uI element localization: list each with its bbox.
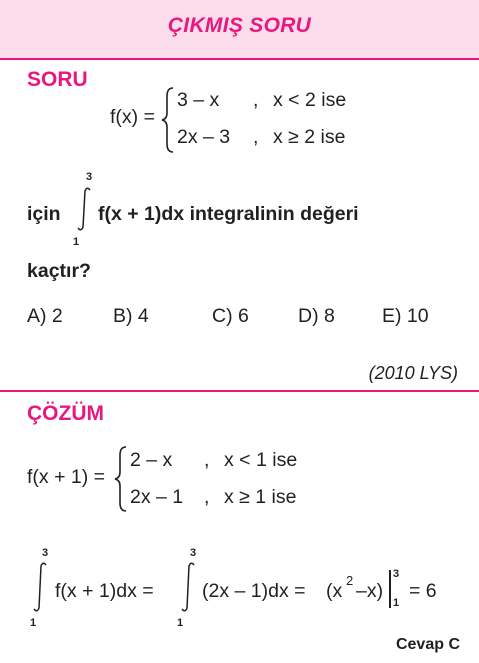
option-b [113, 305, 149, 328]
solution-case-2-sep: , [204, 486, 210, 508]
solution-case-1-sep: , [204, 449, 210, 471]
solution-int1-text: f(x + 1)dx = [55, 580, 154, 602]
solution-int2-upper: 3 [190, 547, 197, 559]
solution-eval-lower: 1 [393, 597, 400, 609]
solution-case-1-cond: x < 1 ise [224, 449, 298, 471]
integral-sign-icon [178, 561, 198, 613]
solution-func-name: f(x + 1) = [27, 466, 106, 488]
question-integral-lower: 1 [73, 236, 80, 248]
question-case-1-sep: , [253, 89, 259, 111]
solution-int2-text: (2x – 1)dx = [202, 580, 306, 602]
section-divider [0, 390, 479, 392]
solution-int1-lower: 1 [30, 617, 37, 629]
option-c [212, 305, 249, 328]
question-case-1-cond: x < 2 ise [273, 89, 347, 111]
solution-antiderivative-exponent: 2 [346, 573, 354, 588]
header-title: ÇIKMIŞ SORU [167, 14, 312, 37]
header-divider [0, 58, 479, 60]
solution-case-2-cond: x ≥ 1 ise [224, 486, 297, 508]
option-c-letter: C) [212, 305, 233, 327]
option-d-value: 8 [324, 305, 335, 327]
option-d [298, 305, 335, 328]
solution-antiderivative-open: (x [326, 580, 343, 602]
solution-case-1-expr: 2 – x [130, 449, 173, 471]
option-e-letter: E) [382, 305, 402, 327]
question-source: (2010 LYS) [368, 363, 458, 383]
answer-label: Cevap C [395, 636, 460, 653]
solution-label: ÇÖZÜM [27, 402, 104, 425]
question-case-brace [160, 86, 176, 154]
evaluation-bar [389, 570, 391, 608]
question-func-name: f(x) = [110, 106, 155, 128]
question-integral-upper: 3 [86, 171, 93, 183]
option-a [27, 305, 63, 328]
integral-sign-icon [30, 561, 50, 613]
question-case-2-cond: x ≥ 2 ise [273, 126, 346, 148]
question-case-2-sep: , [253, 126, 259, 148]
question-end: kaçtır? [27, 260, 91, 282]
option-c-value: 6 [238, 305, 249, 327]
solution-eval-upper: 3 [393, 568, 400, 580]
question-prefix: için [27, 203, 61, 225]
question-case-1-expr: 3 – x [177, 89, 220, 111]
option-e-value: 10 [406, 305, 429, 327]
option-a-letter: A) [27, 305, 47, 327]
integral-sign-icon [74, 186, 94, 232]
option-b-letter: B) [113, 305, 133, 327]
option-d-letter: D) [298, 305, 319, 327]
solution-case-brace [113, 445, 129, 513]
option-e [382, 305, 429, 328]
solution-int2-lower: 1 [177, 617, 184, 629]
solution-result: = 6 [409, 580, 437, 602]
question-integral-text: f(x + 1)dx integralinin değeri [98, 203, 359, 225]
question-case-2-expr: 2x – 3 [177, 126, 231, 148]
solution-case-2-expr: 2x – 1 [130, 486, 184, 508]
option-b-value: 4 [137, 305, 149, 327]
solution-int1-upper: 3 [42, 547, 49, 559]
question-label: SORU [27, 68, 88, 91]
option-a-value: 2 [51, 305, 63, 327]
solution-antiderivative-close: –x) [356, 580, 384, 602]
